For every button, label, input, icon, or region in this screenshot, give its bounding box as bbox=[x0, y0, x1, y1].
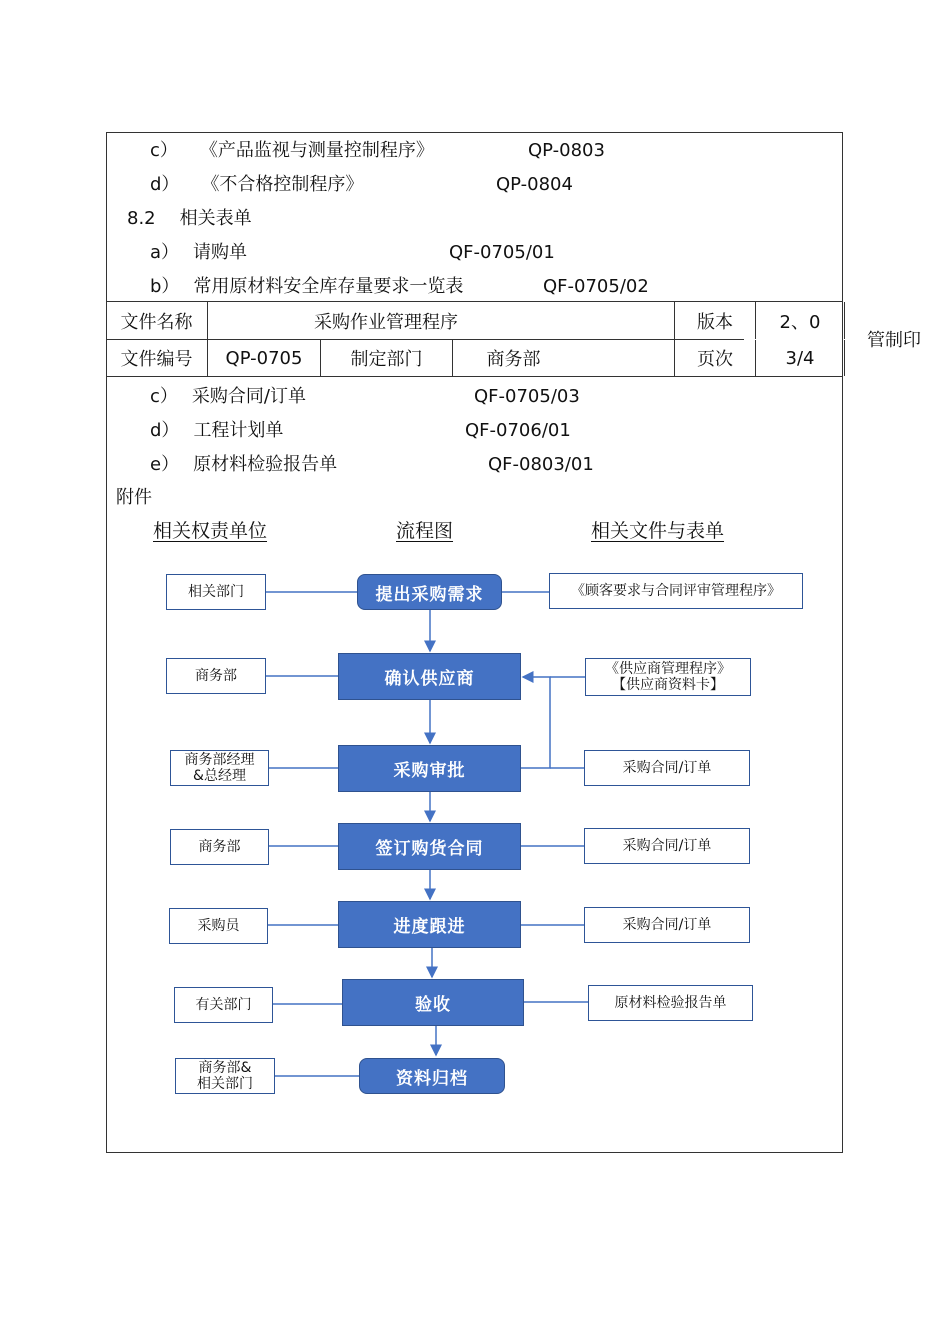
flow-col-right: 相关文件与表单 bbox=[591, 520, 725, 542]
form-code-a: QF-0705/01 bbox=[449, 242, 555, 263]
flow-process-1: 提出采购需求 bbox=[357, 574, 502, 610]
version-value: 2、0 bbox=[756, 302, 845, 339]
flow-left-4: 商务部 bbox=[170, 829, 269, 865]
page-value: 3/4 bbox=[756, 340, 845, 376]
flow-right-5: 采购合同/订单 bbox=[584, 907, 750, 943]
flow-left-5: 采购员 bbox=[169, 908, 268, 944]
form-code-c: QF-0705/03 bbox=[474, 386, 580, 407]
dept-label: 制定部门 bbox=[321, 340, 453, 376]
file-name-value: 采购作业管理程序 bbox=[208, 302, 675, 339]
flow-process-2: 确认供应商 bbox=[338, 653, 521, 700]
form-item-b: b） 常用原材料安全库存量要求一览表 bbox=[150, 276, 464, 297]
form-code-b: QF-0705/02 bbox=[543, 276, 649, 297]
ref-code-c: QP-0803 bbox=[528, 140, 605, 161]
flow-col-mid: 流程图 bbox=[396, 520, 454, 542]
page-label: 页次 bbox=[675, 340, 756, 376]
file-code-value: QP-0705 bbox=[208, 340, 321, 376]
ref-code-d: QP-0804 bbox=[496, 174, 573, 195]
flow-left-1: 相关部门 bbox=[166, 574, 266, 610]
flow-left-3: 商务部经理 &总经理 bbox=[170, 750, 269, 786]
flow-process-6: 验收 bbox=[342, 979, 524, 1026]
flow-process-3: 采购审批 bbox=[338, 745, 521, 792]
control-seal: 管制印 bbox=[867, 330, 921, 351]
flow-left-6: 有关部门 bbox=[174, 987, 273, 1023]
flow-left-7: 商务部& 相关部门 bbox=[175, 1058, 275, 1094]
ref-item-c: c） 《产品监视与测量控制程序》 bbox=[150, 140, 434, 161]
version-label: 版本 bbox=[675, 302, 756, 339]
file-code-label: 文件编号 bbox=[106, 340, 208, 376]
flow-right-4: 采购合同/订单 bbox=[584, 828, 750, 864]
file-name-label: 文件名称 bbox=[106, 302, 208, 339]
flow-right-2: 《供应商管理程序》 【供应商资料卡】 bbox=[585, 658, 751, 696]
dept-value: 商务部 bbox=[453, 340, 675, 376]
flow-right-3: 采购合同/订单 bbox=[584, 750, 750, 786]
form-code-e: QF-0803/01 bbox=[488, 454, 594, 475]
form-item-d: d） 工程计划单 bbox=[150, 420, 284, 441]
form-item-c: c） 采购合同/订单 bbox=[150, 386, 306, 407]
flow-col-left: 相关权责单位 bbox=[153, 520, 268, 542]
attachment-label: 附件 bbox=[116, 487, 152, 508]
form-code-d: QF-0706/01 bbox=[465, 420, 571, 441]
flow-left-2: 商务部 bbox=[166, 658, 266, 694]
flow-right-6: 原材料检验报告单 bbox=[588, 985, 753, 1021]
flow-process-7: 资料归档 bbox=[359, 1058, 505, 1094]
ref-item-d: d） 《不合格控制程序》 bbox=[150, 174, 364, 195]
flow-right-1: 《顾客要求与合同评审管理程序》 bbox=[549, 573, 803, 609]
flow-process-4: 签订购货合同 bbox=[338, 823, 521, 870]
section-heading: 8.2 相关表单 bbox=[127, 208, 252, 229]
form-item-e: e） 原材料检验报告单 bbox=[150, 454, 338, 475]
flow-process-5: 进度跟进 bbox=[338, 901, 521, 948]
form-item-a: a） 请购单 bbox=[150, 242, 248, 263]
